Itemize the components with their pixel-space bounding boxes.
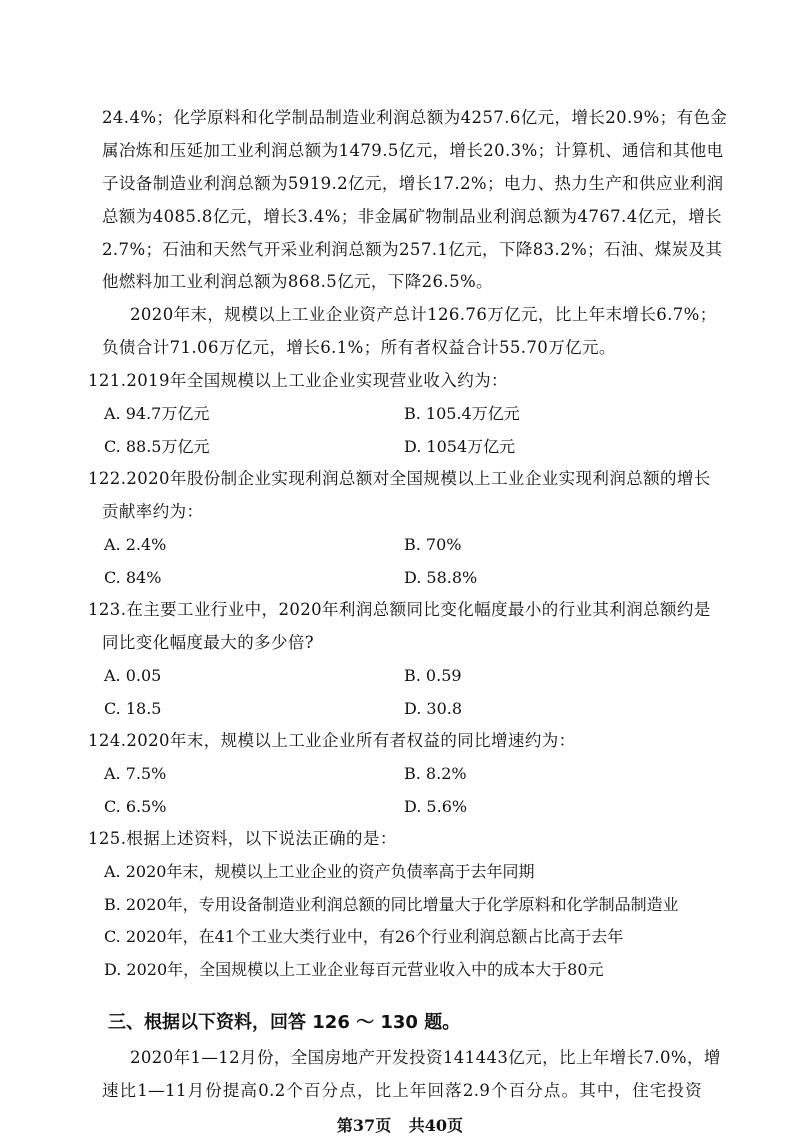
q124-option-a[interactable]: A. 7.5% — [104, 764, 167, 783]
para2-line: 2020年末，规模以上工业企业资产总计126.76万亿元，比上年末增长6.7%； — [130, 305, 717, 324]
q125-option-a[interactable]: A. 2020年末，规模以上工业企业的资产负债率高于去年同期 — [104, 862, 535, 881]
q121-option-b[interactable]: B. 105.4万亿元 — [404, 404, 520, 423]
intro-line: 他燃料加工业利润总额为868.5亿元，下降26.5%。 — [102, 272, 493, 291]
question-122-stem-cont: 贡献率约为： — [102, 502, 204, 521]
q124-option-c[interactable]: C. 6.5% — [104, 797, 167, 816]
q123-option-c[interactable]: C. 18.5 — [104, 699, 162, 718]
q121-option-c[interactable]: C. 88.5万亿元 — [104, 437, 210, 456]
q124-option-b[interactable]: B. 8.2% — [404, 764, 467, 783]
question-123-stem: 123.在主要工业行业中，2020年利润总额同比变化幅度最小的行业其利润总额约是 — [88, 600, 711, 619]
page-total: 共40页 — [408, 1116, 464, 1135]
q121-option-d[interactable]: D. 1054万亿元 — [404, 437, 516, 456]
intro-line: 24.4%；化学原料和化学制品制造业利润总额为4257.6亿元，增长20.9%；有色金 — [102, 108, 728, 127]
q123-option-a[interactable]: A. 0.05 — [104, 666, 162, 685]
para2-line: 负债合计71.06万亿元，增长6.1%；所有者权益合计55.70万亿元。 — [102, 338, 616, 357]
q123-option-b[interactable]: B. 0.59 — [404, 666, 462, 685]
q123-option-d[interactable]: D. 30.8 — [404, 699, 463, 718]
section-3-line: 2020年1—12月份，全国房地产开发投资141443亿元，比上年增长7.0%，增 — [130, 1048, 721, 1067]
question-122-stem: 122.2020年股份制企业实现利润总额对全国规模以上工业企业实现利润总额的增长 — [88, 469, 711, 488]
intro-line: 2.7%；石油和天然气开采业利润总额为257.1亿元，下降83.2%；石油、煤炭及其 — [102, 240, 723, 259]
q125-option-c[interactable]: C. 2020年，在41个工业大类行业中，有26个行业利润总额占比高于去年 — [104, 927, 624, 946]
question-124-stem: 124.2020年末，规模以上工业企业所有者权益的同比增速约为： — [88, 731, 576, 750]
q125-option-b[interactable]: B. 2020年，专用设备制造业利润总额的同比增量大于化学原料和化学制品制造业 — [104, 895, 679, 914]
question-123-stem-cont: 同比变化幅度最大的多少倍? — [102, 633, 315, 652]
intro-line: 子设备制造业利润总额为5919.2亿元，增长17.2%；电力、热力生产和供应业利润 — [102, 174, 724, 193]
q122-option-b[interactable]: B. 70% — [404, 535, 462, 554]
section-3-heading: 三、根据以下资料，回答 126 ～ 130 题。 — [108, 1012, 461, 1033]
q125-option-d[interactable]: D. 2020年，全国规模以上工业企业每百元营业收入中的成本大于80元 — [104, 960, 604, 979]
q121-option-a[interactable]: A. 94.7万亿元 — [104, 404, 210, 423]
page-footer — [0, 1114, 800, 1138]
q122-option-a[interactable]: A. 2.4% — [104, 535, 167, 554]
question-121-stem: 121.2019年全国规模以上工业企业实现营业收入约为： — [88, 371, 508, 390]
intro-line: 属冶炼和压延加工业利润总额为1479.5亿元，增长20.3%；计算机、通信和其他电 — [102, 141, 724, 160]
q122-option-d[interactable]: D. 58.8% — [404, 568, 478, 587]
page-number: 第37页 — [336, 1116, 392, 1135]
section-3-line: 速比1—11月份提高0.2个百分点，比上年回落2.9个百分点。其中，住宅投资 — [102, 1081, 702, 1100]
q122-option-c[interactable]: C. 84% — [104, 568, 162, 587]
q124-option-d[interactable]: D. 5.6% — [404, 797, 468, 816]
intro-line: 总额为4085.8亿元，增长3.4%；非金属矿物制品业利润总额为4767.4亿元，增长 — [102, 207, 723, 226]
question-125-stem: 125.根据上述资料，以下说法正确的是： — [88, 829, 397, 848]
